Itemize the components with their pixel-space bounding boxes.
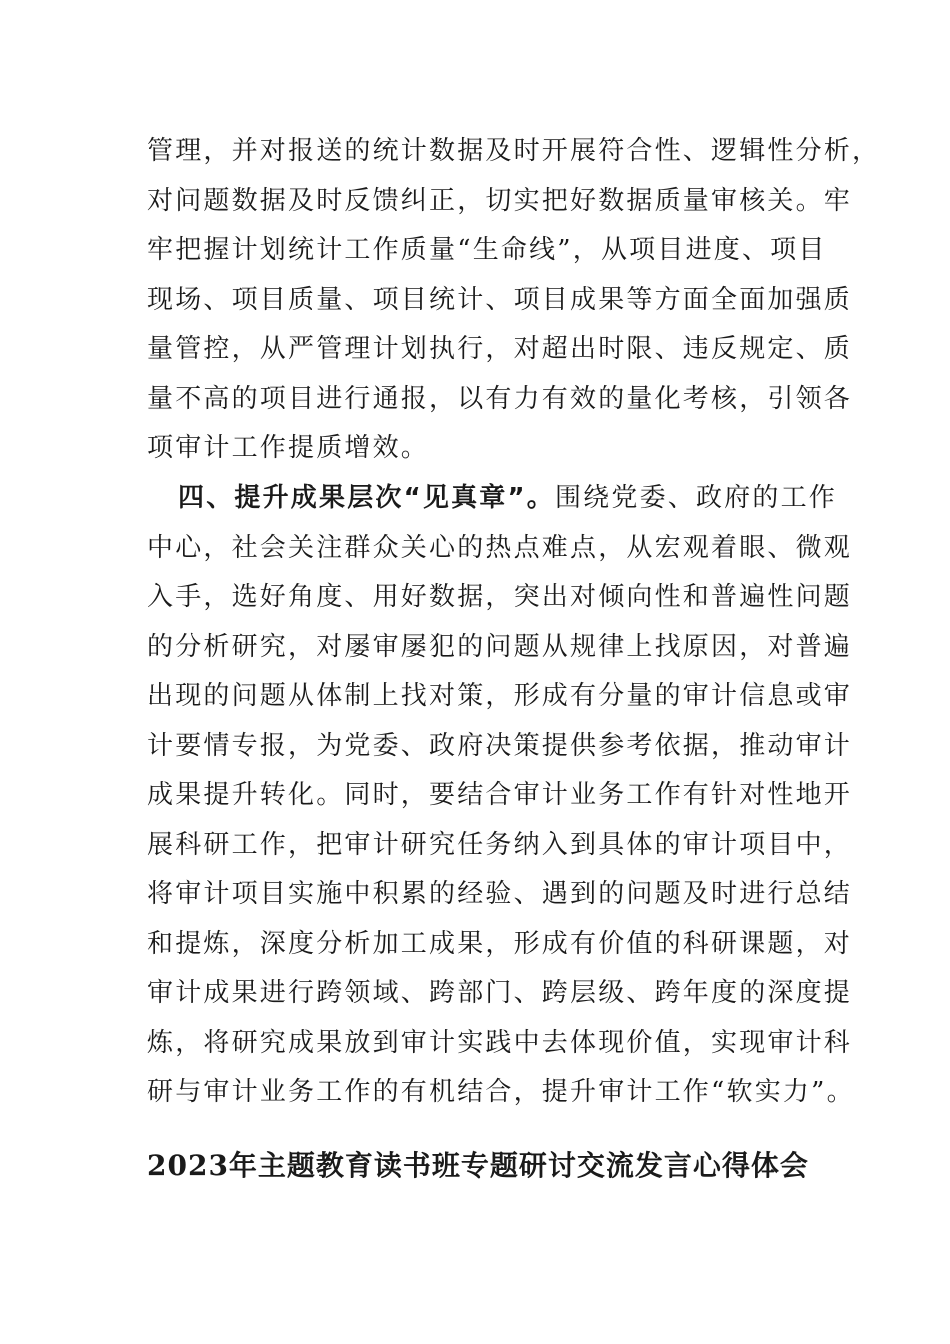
paragraph-line: 研与审计业务工作的有机结合，提升审计工作“软实力”。 (147, 1077, 855, 1107)
paragraph-line-rest: 围绕党委、政府的工作 (554, 483, 837, 513)
paragraph-line: 对问题数据及时反馈纠正，切实把好数据质量审核关。牢 (147, 186, 853, 216)
paragraph-line: 和提炼，深度分析加工成果，形成有价值的科研课题，对 (147, 929, 853, 959)
paragraph-line: 出现的问题从体制上找对策，形成有分量的审计信息或审 (147, 681, 853, 711)
paragraph-first-line (178, 474, 837, 522)
document-title: 2023年主题教育读书班专题研讨交流发言心得体会 (147, 1149, 809, 1182)
paragraph-line: 审计成果进行跨领域、跨部门、跨层级、跨年度的深度提 (147, 978, 853, 1008)
paragraph-line: 炼，将研究成果放到审计实践中去体现价值，实现审计科 (147, 1028, 853, 1058)
paragraph-line: 成果提升转化。同时，要结合审计业务工作有针对性地开 (147, 780, 853, 810)
paragraph-line: 入手，选好角度、用好数据，突出对倾向性和普遍性问题 (147, 582, 853, 612)
paragraph-line: 将审计项目实施中积累的经验、遇到的问题及时进行总结 (147, 879, 853, 909)
paragraph-line: 现场、项目质量、项目统计、项目成果等方面全面加强质 (147, 285, 853, 315)
section-heading: 四、提升成果层次“见真章”。 (178, 483, 555, 513)
paragraph-line: 牢把握计划统计工作质量“生命线”，从项目进度、项目 (147, 235, 827, 265)
paragraph-line: 中心，社会关注群众关心的热点难点，从宏观着眼、微观 (147, 533, 853, 563)
paragraph-line: 的分析研究，对屡审屡犯的问题从规律上找原因，对普遍 (147, 632, 853, 662)
paragraph-line: 展科研工作，把审计研究任务纳入到具体的审计项目中， (147, 830, 853, 860)
paragraph-line: 管理，并对报送的统计数据及时开展符合性、逻辑性分析， (147, 136, 881, 166)
paragraph-line: 计要情专报，为党委、政府决策提供参考依据，推动审计 (147, 731, 853, 761)
paragraph-line: 项审计工作提质增效。 (147, 433, 430, 463)
paragraph-line: 量管控，从严管理计划执行，对超出时限、违反规定、质 (147, 334, 853, 364)
paragraph-line: 量不高的项目进行通报，以有力有效的量化考核，引领各 (147, 384, 853, 414)
